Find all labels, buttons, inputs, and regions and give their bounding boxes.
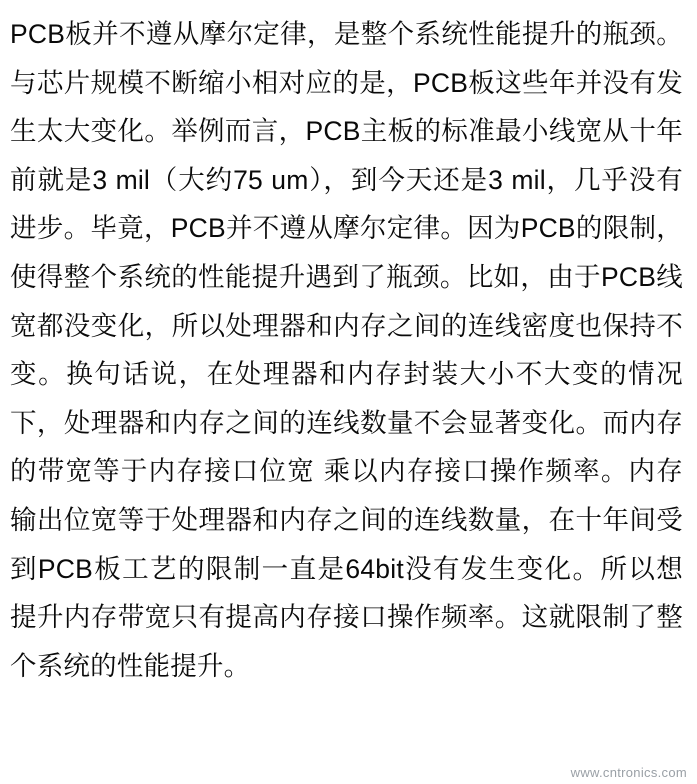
site-watermark: www.cntronics.com	[570, 765, 687, 780]
body-paragraph: PCB板并不遵从摩尔定律，是整个系统性能提升的瓶颈。与芯片规模不断缩小相对应的是，PCB板这些年并没有发生太大变化。举例而言，PCB主板的标准最小线宽从十年前就是3 mil（大约75 um），到今天还是3 mil，几乎没有进步。毕竟，PCB并不遵从摩尔定律。因为PCB的限制，使得整个系统的性能提升遇到了瓶颈。比如，由于PCB线宽都没变化，所以处理器和内存之间的连线密度也保持不变。换句话说，在处理器和内存封装大小不大变的情况下，处理器和内存之间的连线数量不会显著变化。而内存的带宽等于内存接口位宽 乘以内存接口操作频率。内存输出位宽等于处理器和内存之间的连线数量，在十年间受到PCB板工艺的限制一直是64bit没有发生变化。所以想提升内存带宽只有提高内存接口操作频率。这就限制了整个系统的性能提升。	[10, 19, 683, 681]
article-body	[10, 10, 683, 690]
